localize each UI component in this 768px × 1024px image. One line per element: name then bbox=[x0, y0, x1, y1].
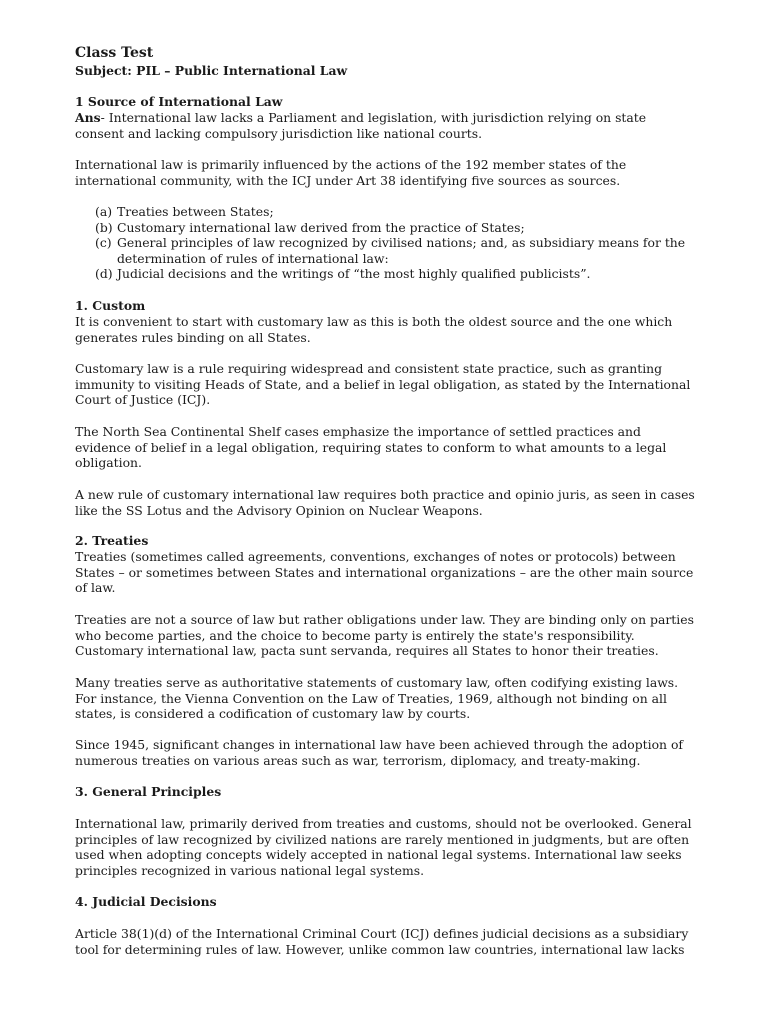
list-marker: (a) bbox=[95, 204, 113, 219]
list-item-text: Treaties between States; bbox=[117, 204, 274, 219]
treaties-paragraph: Treaties are not a source of law but rather obligations under law. They are binding only on parties who become parties, and the choice to become party is entirely the state's responsibility. Customary international law, pacta sunt servanda, requires all States to honor their treaties. bbox=[75, 612, 694, 659]
custom-paragraph: The North Sea Continental Shelf cases emphasize the importance of settled practices and evidence of belief in a legal obligation, requiring states to conform to what amounts to a legal obligation. bbox=[75, 424, 667, 471]
list-item bbox=[95, 220, 695, 236]
q1-paragraph-2: International law is primarily influenced by the actions of the 192 member states of the international community, with the ICJ under Art 38 identifying five sources as sources. bbox=[75, 157, 627, 188]
sources-list bbox=[95, 204, 695, 282]
custom-heading: 1. Custom bbox=[75, 298, 146, 313]
ans-label: Ans bbox=[75, 110, 101, 125]
list-item-text: General principles of law recognized by civilised nations; and, as subsidiary means for the determination of rules of international law: bbox=[117, 235, 686, 266]
list-marker: (b) bbox=[95, 219, 113, 235]
judicial-decisions-paragraph: Article 38(1)(d) of the International Criminal Court (ICJ) defines judicial decisions as a subsidiary tool for determining rules of law. However, unlike common law countries, international law lacks bbox=[75, 926, 689, 957]
general-principles-paragraph: International law, primarily derived from treaties and customs, should not be overlooked. General principles of law recognized by civilized nations are rarely mentioned in judgments, but are often used when adopting concepts widely accepted in national legal systems. International law seeks principles recognized in various national legal systems. bbox=[75, 816, 692, 878]
treaties-paragraph: Treaties (sometimes called agreements, conventions, exchanges of notes or protocols) between States – or sometimes between States and international organizations – are the other main source of law. bbox=[75, 549, 694, 596]
list-marker: (c) bbox=[95, 235, 112, 251]
doc-title: Class Test bbox=[75, 45, 154, 61]
list-item-text: Judicial decisions and the writings of “the most highly qualified publicists”. bbox=[117, 266, 591, 282]
custom-paragraph: A new rule of customary international law requires both practice and opinio juris, as seen in cases like the SS Lotus and the Advisory Opinion on Nuclear Weapons. bbox=[75, 487, 695, 518]
list-item-text: Customary international law derived from the practice of States; bbox=[117, 219, 525, 235]
custom-paragraph: Customary law is a rule requiring widespread and consistent state practice, such as granting immunity to visiting Heads of State, and a belief in legal obligation, as stated by the International Court of Justice (ICJ). bbox=[75, 361, 691, 408]
treaties-paragraph: Since 1945, significant changes in international law have been achieved through the adoption of numerous treaties on various areas such as war, terrorism, diplomacy, and treaty-making. bbox=[75, 737, 684, 768]
doc-subject: Subject: PIL – Public International Law bbox=[75, 63, 348, 78]
list-item bbox=[95, 235, 695, 266]
q1-heading: 1 Source of International Law bbox=[75, 94, 283, 109]
general-principles-heading: 3. General Principles bbox=[75, 784, 222, 799]
list-item bbox=[95, 204, 695, 220]
list-item bbox=[95, 266, 695, 282]
judicial-decisions-heading: 4. Judicial Decisions bbox=[75, 894, 217, 909]
q1-answer bbox=[75, 110, 695, 141]
ans-text: - International law lacks a Parliament and legislation, with jurisdiction relying on state consent and lacking compulsory jurisdiction like national courts. bbox=[75, 110, 647, 141]
list-marker: (d) bbox=[95, 266, 113, 282]
treaties-heading: 2. Treaties bbox=[75, 533, 149, 548]
custom-paragraph: It is convenient to start with customary law as this is both the oldest source and the one which generates rules binding on all States. bbox=[75, 314, 673, 345]
treaties-paragraph: Many treaties serve as authoritative statements of customary law, often codifying existing laws. For instance, the Vienna Convention on the Law of Treaties, 1969, although not binding on all states, is considered a codification of customary law by courts. bbox=[75, 675, 679, 722]
